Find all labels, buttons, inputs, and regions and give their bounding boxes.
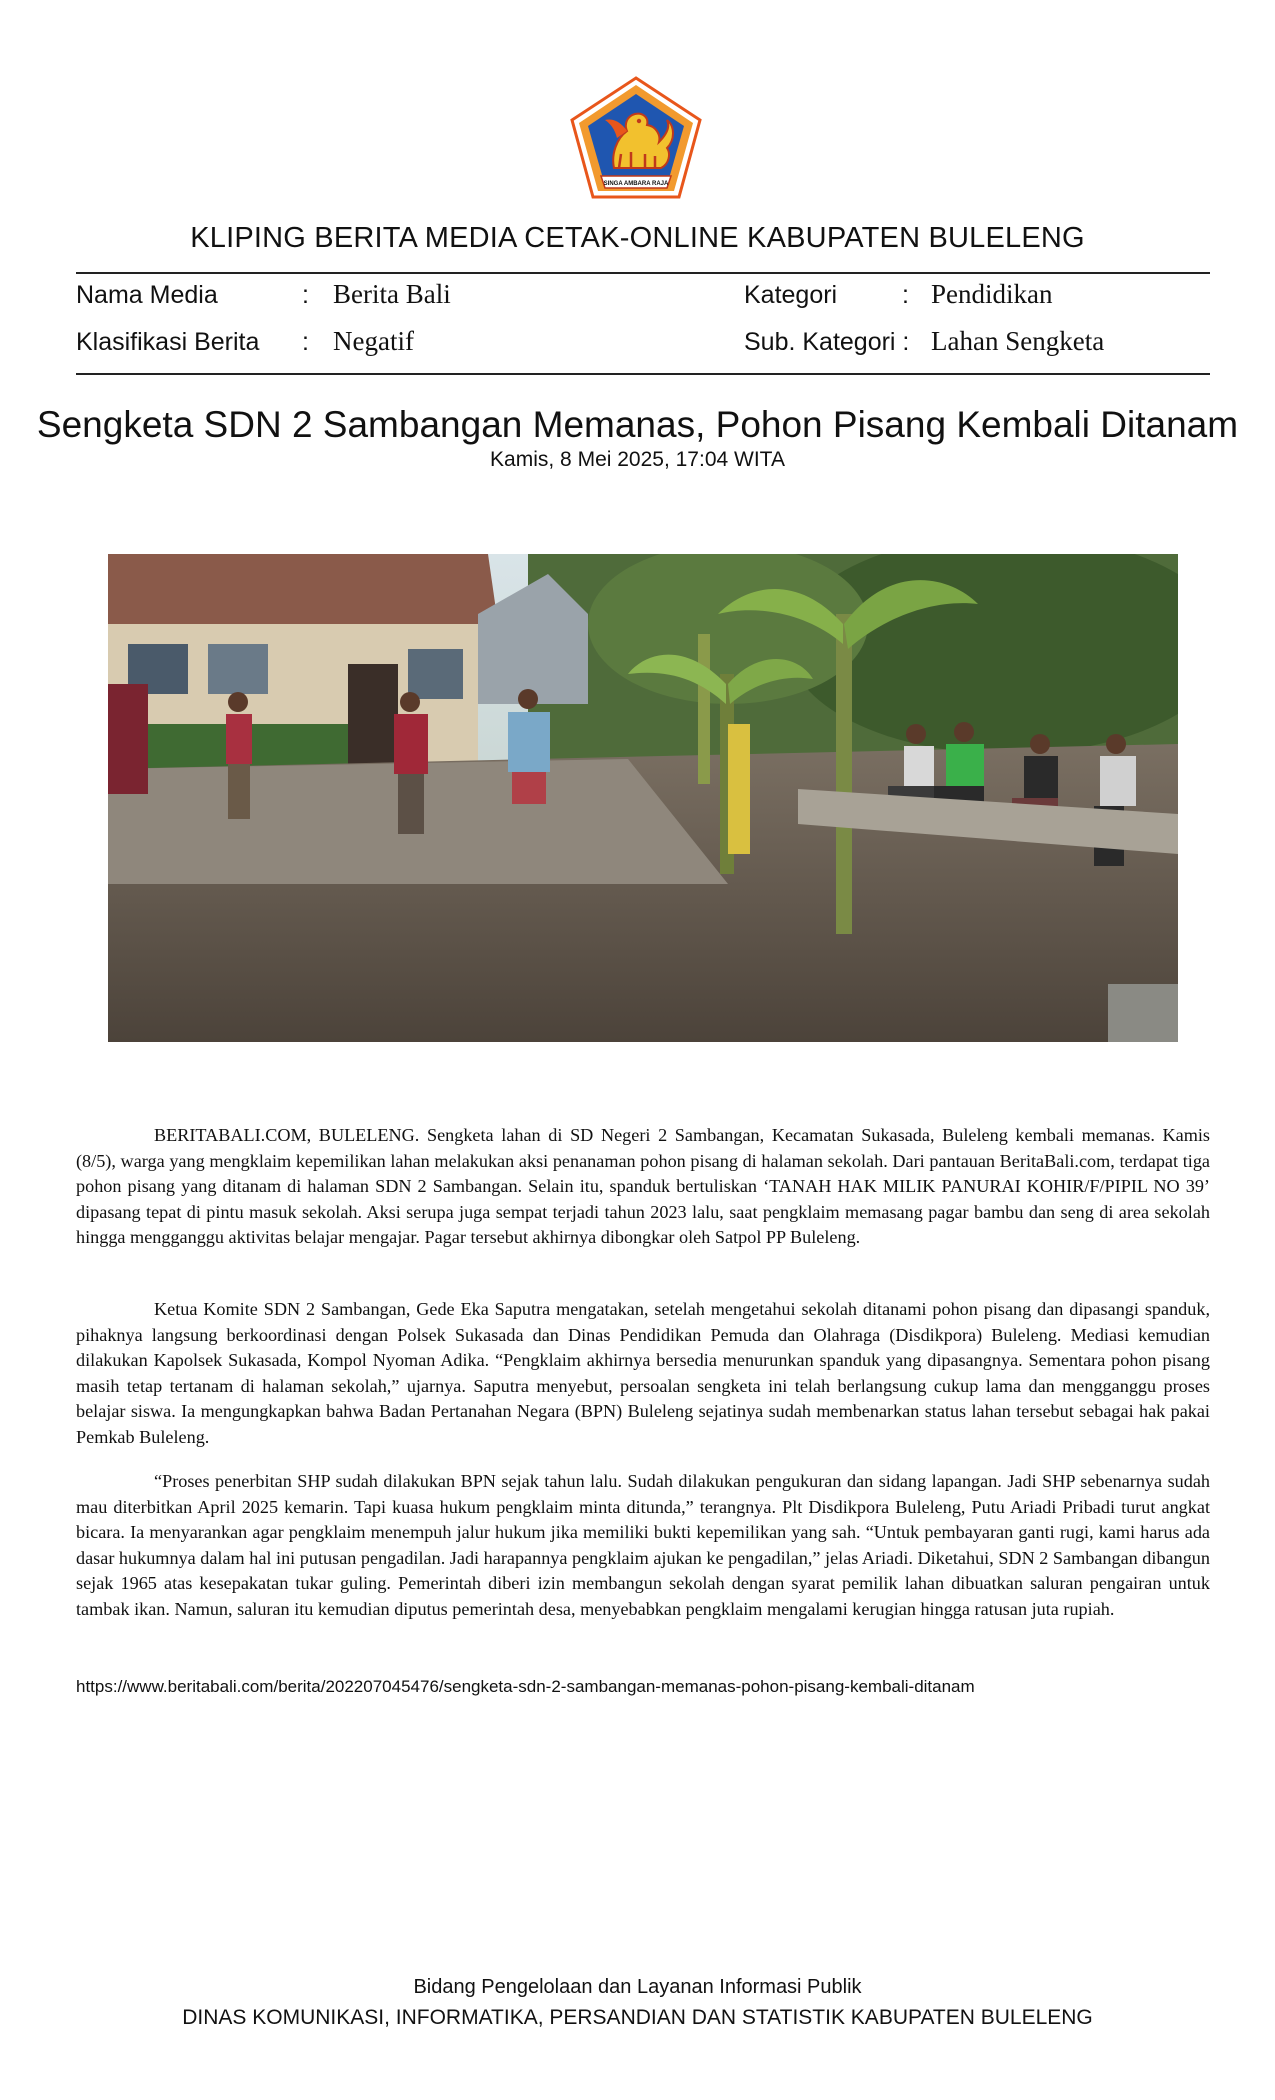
article-paragraph-2 [76,1297,1210,1450]
header-rule-top [76,272,1210,274]
category-separator: : [902,281,909,309]
header-rule-bottom [76,373,1210,375]
media-name-value: Berita Bali [333,279,451,309]
article-paragraph-3 [76,1469,1210,1622]
kabupaten-buleleng-logo [569,76,703,200]
classification-separator: : [302,328,309,356]
category-value: Pendidikan [931,279,1053,309]
article-paragraph-2-text: Ketua Komite SDN 2 Sambangan, Gede Eka Saputra mengatakan, setelah mengetahui sekolah ditanami pohon pisang dan dipasangi spanduk, pihaknya langsung berkoordinasi dengan Polsek Sukasada dan Dinas Pendidikan Pemuda dan Olahraga (Disdikpora) Buleleng. Mediasi kemudian dilakukan Kapolsek Sukasada, Kompol Nyoman Adika. “Pengklaim akhirnya bersedia menurunkan spanduk yang dipasangnya. Sementara pohon pisang masih tetap tertanam di halaman sekolah,” ujarnya. Saputra menyebut, persoalan sengketa ini telah berlangsung cukup lama dan mengganggu proses belajar siswa. Ia mengungkapkan bahwa Badan Pertanahan Negara (BPN) Buleleng sejatinya sudah membenarkan status lahan tersebut sebagai hak pakai Pemkab Buleleng. [76,1299,1210,1447]
subcategory-value: Lahan Sengketa [931,326,1105,356]
article-photo [108,554,1178,1042]
media-name-label: Nama Media [76,281,218,309]
classification-value: Negatif [333,326,414,356]
article-title: Sengketa SDN 2 Sambangan Memanas, Pohon Pisang Kembali Ditanam [36,404,1239,445]
category-label: Kategori [744,281,838,309]
article-paragraph-1-text: BERITABALI.COM, BULELENG. Sengketa lahan di SD Negeri 2 Sambangan, Kecamatan Sukasada, Buleleng kembali memanas. Kamis (8/5), warga yang mengklaim kepemilikan lahan melakukan aksi penanaman pohon pisang di halaman sekolah. Dari pantauan BeritaBali.com, terdapat tiga pohon pisang yang ditanam di halaman SDN 2 Sambangan. Selain itu, spanduk bertuliskan ‘TANAH HAK MILIK PANURAI KOHIR/F/PIPIL NO 39’ dipasang tepat di pintu masuk sekolah. Aksi serupa juga sempat terjadi tahun 2023 lalu, saat pengklaim memasang pagar bambu dan seng di area sekolah hingga mengganggu aktivitas belajar mengajar. Pagar tersebut akhirnya dibongkar oleh Satpol PP Buleleng. [76,1125,1210,1247]
classification-label: Klasifikasi Berita [76,328,260,356]
source-url: https://www.beritabali.com/berita/202207045476/sengketa-sdn-2-sambangan-memanas-pohon-pisang-kembali-ditanam [76,1677,975,1696]
article-date: Kamis, 8 Mei 2025, 17:04 WITA [490,448,785,471]
footer-agency: DINAS KOMUNIKASI, INFORMATIKA, PERSANDIAN DAN STATISTIK KABUPATEN BULELENG [182,2006,1093,2029]
footer-division: Bidang Pengelolaan dan Layanan Informasi Publik [413,1976,862,1998]
clipping-header-title: KLIPING BERITA MEDIA CETAK-ONLINE KABUPATEN BULELENG [190,222,1085,254]
article-paragraph-1 [76,1123,1210,1251]
logo-motto: SINGA AMBARA RAJA [603,181,669,187]
media-name-separator: : [302,281,309,309]
subcategory-label: Sub. Kategori : [744,328,910,356]
article-paragraph-3-text: “Proses penerbitan SHP sudah dilakukan BPN sejak tahun lalu. Sudah dilakukan pengukuran dan sidang lapangan. Jadi SHP sebenarnya sudah mau diterbitkan April 2025 kemarin. Tapi kuasa hukum pengklaim minta ditunda,” terangnya. Plt Disdikpora Buleleng, Putu Ariadi Pribadi turut angkat bicara. Ia menyarankan agar pengklaim menempuh jalur hukum jika memiliki bukti kepemilikan yang sah. “Untuk pembayaran ganti rugi, kami harus ada dasar hukumnya dalam hal ini putusan pengadilan. Jadi harapannya pengklaim ajukan ke pengadilan,” jelas Ariadi. Diketahui, SDN 2 Sambangan dibangun sejak 1965 atas kesepakatan tukar guling. Pemerintah diberi izin membangun sekolah dengan syarat pemilik lahan dibuatkan saluran pengairan untuk tambak ikan. Namun, saluran itu kemudian diputus pemerintah desa, menyebabkan pengklaim mengalami kerugian hingga ratusan juta rupiah. [76,1471,1210,1619]
